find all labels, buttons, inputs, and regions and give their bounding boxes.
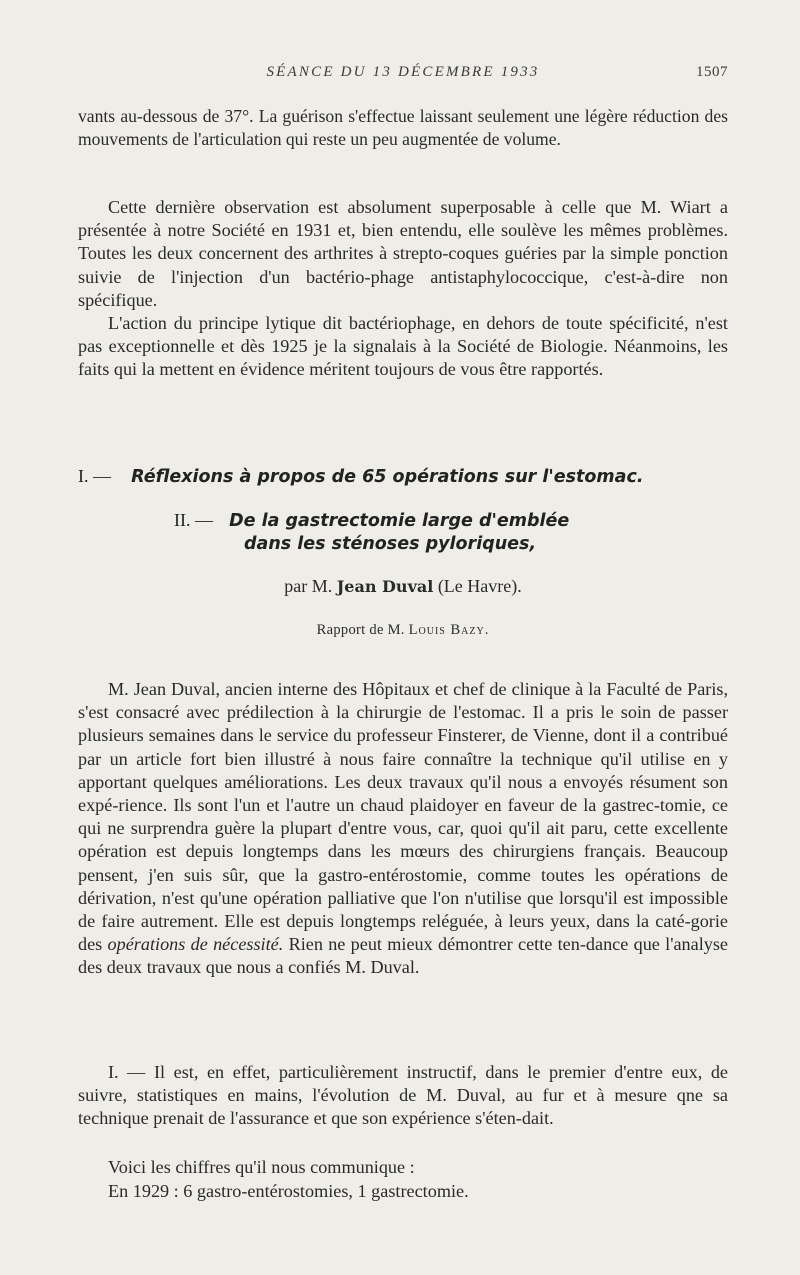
heading-2-line1: De la gastrectomie large d'emblée [229, 511, 570, 531]
section-heading-2-line2: dans les sténoses pyloriques, [244, 534, 537, 554]
paragraph-lytic-principle: L'action du principe lytique dit bactériophage, en dehors de toute spécificité, n'est pas exceptionnelle et dès 1925 je la signalais à la Société de Biologie. Néanmoins, les faits qui la mettent en évidence méritent toujours de vous être rapportés. [78, 313, 728, 380]
section-heading-2 [174, 510, 569, 531]
author-place: (Le Havre). [437, 576, 522, 596]
paragraph-continuation: vants au-dessous de 37°. La guérison s'effectue laissant seulement une légère réduction des mouvements de l'articulation qui reste un peu augmentée de volume. [78, 106, 728, 150]
running-title: SÉANCE DU 13 DÉCEMBRE 1933 [266, 64, 540, 80]
running-header [78, 64, 728, 86]
paragraph-duval-end: Rien ne peut mieux démontrer cette ten-dance que l'analyse des deux travaux que nous a confiés M. Duval. [78, 934, 729, 978]
italic-phrase: opérations de nécessité. [107, 934, 284, 955]
heading-1-text: Réflexions à propos de 65 opérations sur l'estomac. [131, 467, 644, 487]
section-heading-1 [78, 466, 643, 487]
paragraph-section-one: I. — Il est, en effet, particulièrement instructif, dans le premier d'entre eux, de suivre, statistiques en mains, l'évolution de M. Duval, au fur et à mesure qne sa technique prenait de l'assurance et que son expérience s'éten-dait. [78, 1062, 728, 1129]
report-line [78, 622, 728, 639]
heading-2-number: II. — [174, 510, 213, 530]
paragraph-figures-1929: En 1929 : 6 gastro-entérostomies, 1 gastrectomie. [108, 1181, 469, 1201]
reporter-name: Louis Bazy. [408, 622, 490, 638]
paragraph-duval [78, 678, 728, 980]
page-number: 1507 [696, 64, 728, 80]
paragraph-observation: Cette dernière observation est absolument superposable à celle que M. Wiart a présentée à notre Société en 1931 et, bien entendu, elle soulève les mêmes problèmes. Toutes les deux concernent des arthrites à strepto-coques guéries par la simple ponction suivie de l'injection d'un bactério-phage antistaphylococcique, c'est-à-dire non spécifique. [78, 197, 728, 310]
byline [78, 576, 728, 597]
report-prefix: Rapport de M. [316, 622, 405, 638]
paragraph-duval-text: M. Jean Duval, ancien interne des Hôpitaux et chef de clinique à la Faculté de Paris, s'est consacré avec prédilection à la chirurgie de l'estomac. Il a pris le soin de passer plusieurs semaines dans le service du professeur Finsterer, de Vienne, dont il a contribué par un article fort bien illustré à nous faire connaître la technique qu'il utilise en y apportant quelques améliorations. Les deux travaux qu'il nous a envoyés résument son expé-rience. Ils sont l'un et l'autre un chaud plaidoyer en faveur de la gastrec-tomie, ce qui ne surprendra guère la plupart d'entre vous, car, quoi qu'il ait paru, cette excellente opération est depuis longtemps dans les mœurs des chirurgiens français. Beaucoup pensent, j'en suis sûr, que la gastro-entérostomie, comme toutes les opérations de dérivation, n'est qu'une opération palliative que l'on n'utilise que lorsqu'il est impossible de faire autrement. Elle est depuis longtemps reléguée, à leurs yeux, dans la caté-gorie des [78, 679, 728, 955]
heading-1-number: I. — [78, 466, 111, 486]
author-name: Jean Duval [336, 577, 434, 596]
byline-prefix: par M. [284, 576, 333, 596]
paragraph-figures-intro: Voici les chiffres qu'il nous communique : [108, 1157, 415, 1177]
